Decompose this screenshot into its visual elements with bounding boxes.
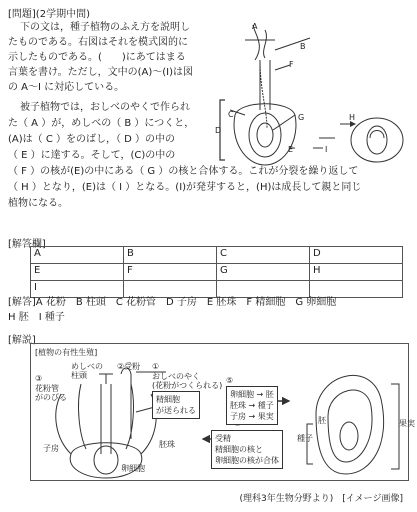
cell-E[interactable]: E [31,264,124,281]
label-C: C [228,110,234,119]
label-F: F [289,60,294,69]
label-shushi: 種子 [297,434,313,443]
body-line-1: 被子植物では，おしべのやくで作られ [20,102,190,113]
body-line-5: （ F ）の核が(E)の中にある（ G ）の核と合体する。これが分裂を繰り返して [8,166,359,177]
label-B: B [300,42,306,51]
cell-F[interactable]: F [124,264,217,281]
label-jufun: ②受粉 [117,362,141,371]
label-jusei: 受精 精細胞の核と 卵細胞の核が合体 [211,430,283,469]
cell-D[interactable]: D [310,247,403,264]
label-H: H [349,113,356,122]
answer-table [30,246,403,298]
answer-sheet-label: [解答欄] [8,239,46,250]
label-G: G [298,113,305,122]
cell-B[interactable]: B [124,247,217,264]
intro-line-1: 下の文は，種子植物のふえ方を説明し [20,22,190,33]
answer-line-2: H 胚 I 種子 [8,312,65,323]
label-hai: 胚 [318,416,326,425]
explanation-box [30,343,415,481]
num-5: ⑤ [226,376,234,385]
label-seisaibou: 精細胞 が送られる [152,391,200,419]
pistil-figure [215,20,415,170]
answer-line-1: [解答]A 花粉 B 柱頭 C 花粉管 D 子房 E 胚珠 F 精細胞 G 卵細胞 [8,297,337,308]
label-A: A [252,22,258,31]
label-yaku: おしべのやく (花粉がつくられる) [152,372,223,390]
intro-line-4: 言葉を書け。ただし，文中の(A)〜(I)は図 [8,67,193,78]
label-shibou: 子房 [43,444,59,453]
label-change: 卵細胞 → 胚 胚珠 → 種子 子房 → 果実 [226,386,278,425]
intro-line-3: 示したものである。( )にあてはまる [8,52,186,63]
cell-C[interactable]: C [217,247,310,264]
label-haishu: 胚珠 [159,440,175,449]
intro-line-2: たものである。右図はそれを模式図的に [8,37,188,48]
body-line-2: た（ A ）が，めしべの（ B ）につくと， [8,118,195,129]
label-E: E [288,145,294,154]
label-D: D [215,126,222,135]
body-line-4: （ E ）に達する。そして，(C)の中の [8,150,176,161]
label-meshibe-chuto: めしべの 柱頭 [71,362,103,380]
question-title: [問題](2学期中間) [8,9,90,20]
label-ransaibou: 卵細胞 [121,464,145,473]
label-kafunkan: 花粉管 がのびる [35,384,67,402]
cell-A[interactable]: A [31,247,124,264]
body-line-3: (A)は（ C ）をのばし，（ D ）の中の [8,134,176,145]
explanation-title: [植物の有性生殖] [35,348,98,357]
intro-line-5: の A〜I に対応している。 [8,82,125,93]
explanation-label: [解説] [8,335,36,346]
cell-G[interactable]: G [217,264,310,281]
num-1: ① [152,362,160,371]
body-line-7: 植物になる。 [8,198,68,209]
label-I: I [325,145,328,154]
num-3: ③ [35,374,43,383]
cell-H[interactable]: H [310,264,403,281]
body-line-6: （ H ）となり，(E)は（ I ）となる。(I)が発芽すると，(H)は成長して親と同じ [8,182,362,193]
num-2: ② [117,362,125,371]
credit: (理科3年生物分野より) [イメージ画像] [239,494,403,504]
label-kajitsu: 果実 [399,419,415,428]
cell-I[interactable]: I [31,281,124,298]
